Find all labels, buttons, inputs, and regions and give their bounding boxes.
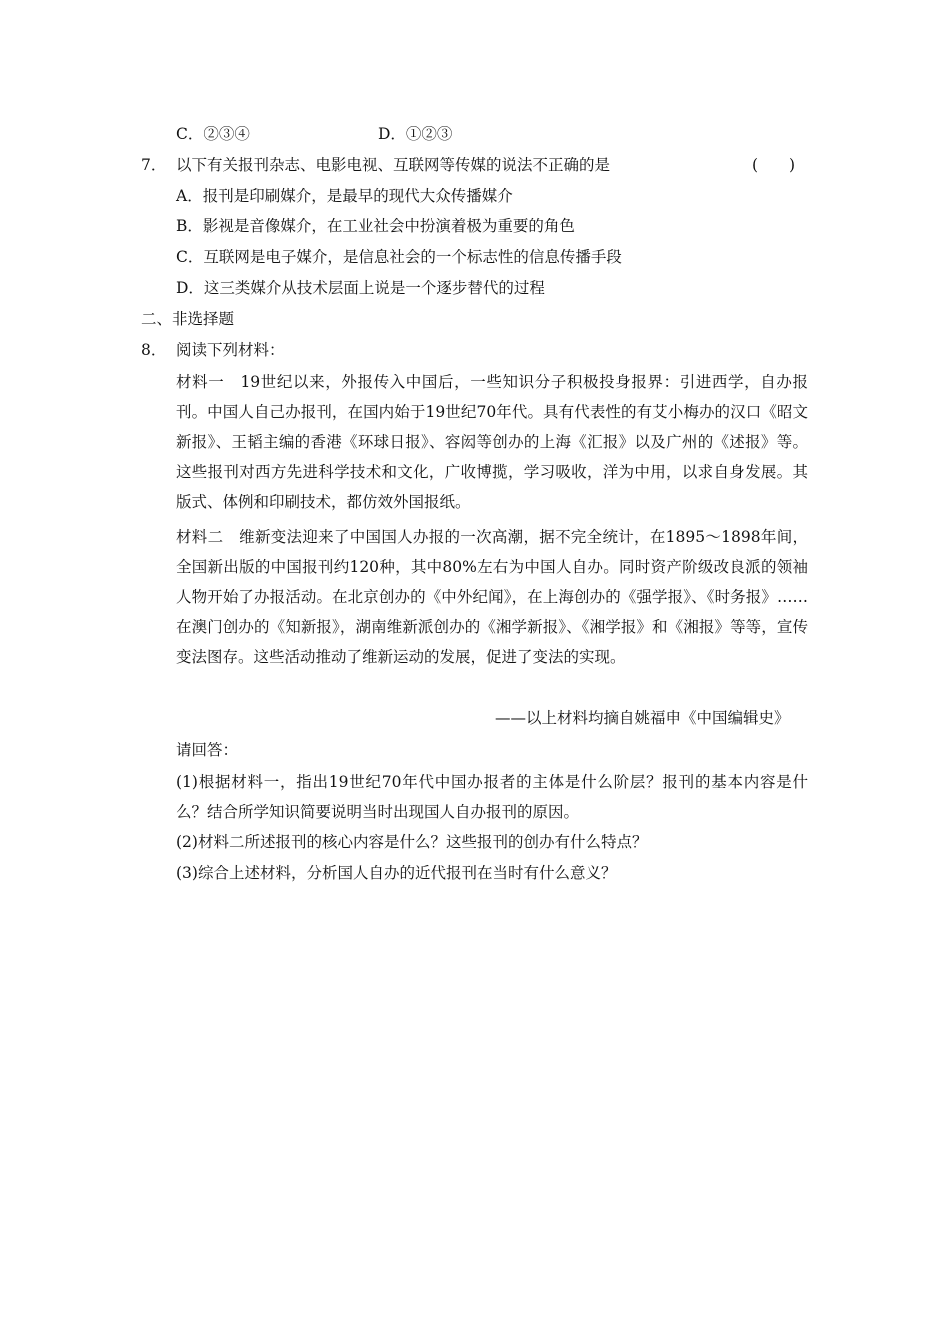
section-heading: 二、非选择题 (141, 310, 235, 328)
q6-option-d: D．①②③ (378, 125, 453, 143)
material-source: ——以上材料均摘自姚福申《中国编辑史》 (495, 709, 790, 727)
q7-stem: 以下有关报刊杂志、电影电视、互联网等传媒的说法不正确的是 (176, 156, 611, 174)
q7-option-b: B．影视是音像媒介，在工业社会中扮演着极为重要的角色 (176, 217, 575, 235)
answer-prompt: 请回答： (176, 741, 239, 759)
q7-option-c: C．互联网是电子媒介，是信息社会的一个标志性的信息传播手段 (176, 248, 622, 266)
q7-answer-bracket: ( ) (752, 156, 796, 174)
sub-question-2: (2)材料二所述报刊的核心内容是什么？这些报刊的创办有什么特点？ (176, 833, 648, 851)
q7-option-a: A．报刊是印刷媒介，是最早的现代大众传播媒介 (176, 187, 513, 205)
q6-option-c: C．②③④ (176, 125, 250, 143)
q7-option-d: D．这三类媒介从技术层面上说是一个逐步替代的过程 (176, 279, 545, 297)
sub-question-3: (3)综合上述材料，分析国人自办的近代报刊在当时有什么意义？ (176, 864, 617, 882)
material-two: 材料二 维新变法迎来了中国国人办报的一次高潮，据不完全统计，在1895～1898年间，全国新出版的中国报刊约120种，其中80%左右为中国人自办。同时资产阶级改良派的领袖人物开始了办报活动。在北京创办的《中外纪闻》，在上海创办的《强学报》、《时务报》……在澳门创办的《知新报》，湖南维新派创办的《湘学新报》、《湘学报》和《湘报》等等，宣传变法图存。这些活动推动了维新运动的发展，促进了变法的实现。 (176, 528, 808, 666)
q8-stem: 阅读下列材料： (176, 341, 285, 359)
sub-question-1: (1)根据材料一，指出19世纪70年代中国办报者的主体是什么阶层？报刊的基本内容是什么？结合所学知识简要说明当时出现国人自办报刊的原因。 (176, 773, 808, 821)
q7-number: 7． (141, 156, 167, 174)
q8-number: 8． (141, 341, 167, 359)
material-one: 材料一 19世纪以来，外报传入中国后，一些知识分子积极投身报界：引进西学，自办报刊。中国人自己办报刊，在国内始于19世纪70年代。具有代表性的有艾小梅办的汉口《昭文新报》、王韬主编的香港《环球日报》、容闳等创办的上海《汇报》以及广州的《述报》等。这些报刊对西方先进科学技术和文化，广收博揽，学习吸收，洋为中用，以求自身发展。其版式、体例和印刷技术，都仿效外国报纸。 (176, 373, 808, 511)
